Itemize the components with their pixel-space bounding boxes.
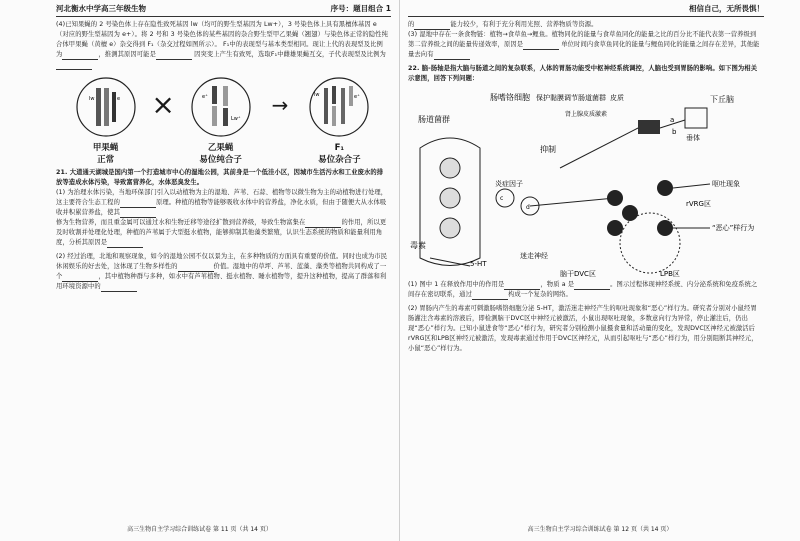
label-d: d [526,204,530,211]
answer-blank[interactable] [178,264,214,272]
chromosome-figure [56,76,389,166]
label-gut-cells: 肠嗜铬细胞 [490,93,530,102]
q22-part1: (1) 图中 1 在释放作用中的作用是 ，物质 a 是 。图示过程体现神经系统、内分泌系统和免疫系统之间存在密切联系，通过 构成一个复杂的网络。 [408,281,758,298]
label-inflam: 炎症因子 [495,180,523,188]
label-inhibit: 抑制 [540,145,556,154]
label-lpb: LPB区 [660,270,680,278]
svg-text:Lw⁺: Lw⁺ [230,116,241,122]
q22-part2: (2) 胃肠内产生的毒素可刺激肠嗜铬细胞分泌 5-HT，激活迷走神经产生的呕吐现象和“恶心”样行为。研究者分别对小鼠经胃肠灌注含毒素的溶液后，即检测脑干DVC区中神经元被激活，小鼠出现呕吐现象，多数意向行为异常，停止灌注后，仍出现“恶心”样行为。已知小鼠进食等“恶心”样行为，研究者分别检测小鼠摄食量和活动量的变化，发现DVC区神经元被激活后rVRG区和LPB区神经元被激活，发现毒素通过作用于DVC区神经元，从而引起呕吐与“恶心”样行为，用分别阻断其神经元，小鼠“恶心”样行为。 [408,305,758,352]
svg-text:e: e [116,96,120,102]
cell-diagram-homozygous [190,76,252,138]
svg-text:e⁺: e⁺ [354,94,361,100]
answer-blank[interactable] [120,210,156,218]
label-a: a [670,116,675,124]
fly1-type: 正常 [97,155,115,165]
fly2-type: 易位纯合子 [199,155,242,165]
answer-blank[interactable] [574,282,610,290]
cell-diagram-heterozygous [308,76,370,138]
label-rvrg: rVRG区 [686,200,711,208]
label-gut-bacteria: 肠道菌群 [418,115,450,124]
arrow-symbol: → [271,93,289,117]
left-header [56,0,391,17]
q21-part1: (1) 为治理水体污染，当地环保部门引入以动植物为主的湿地、芦苇、石蒜、植物等以微生物为主的动植物进行处理，这主要符合生态工程的 原理。种植的植物等能够吸收水体中的营养盐，净化水质，但由于随便大从水体吸收并积累营养盐，使其 [56,189,388,216]
fly-heterozygous [294,76,385,166]
answer-blank[interactable] [434,52,470,60]
label-barrier: 保护黏膜调节肠道菌群 [536,94,606,102]
label-c: c [500,195,504,202]
right-page [400,0,800,541]
fly-normal [60,76,151,166]
left-header-school: 河北衡水中学高三年级生物 [56,3,146,13]
label-dvc: 脑干DVC区 [560,270,596,278]
answer-blank[interactable] [62,52,98,60]
left-content [56,20,389,292]
answer-blank[interactable] [62,274,98,282]
svg-text:e⁺: e⁺ [201,94,208,100]
answer-blank[interactable] [120,200,156,208]
answer-blank[interactable] [305,220,341,228]
left-header-serial: 序号：题目组合 1 [330,3,391,13]
answer-blank[interactable] [56,62,92,70]
label-nausea: “恶心”样行为 [712,224,755,232]
right-footer: 高三生物自主学习综合训练试卷 第 12 页（共 14 页） [527,526,673,533]
answer-blank[interactable] [156,52,192,60]
answer-blank[interactable] [504,282,540,290]
answer-blank[interactable] [523,42,559,50]
label-hypothalamus: 下丘脑 [710,95,734,104]
answer-blank[interactable] [101,284,137,292]
label-5ht: 5-HT [470,260,487,268]
q21-part3: (3) 湿地中存在一条食物链：植物→食草鱼→鲤鱼。植物同化的能量与食草鱼同化的能量之比的百分比不能代表第一营养级到第二营养级之间的能量传递效率，原因是 单位时间内食草鱼同化的能量与鲤鱼同化的能量之间存在差异，其他能量去向有 [408,31,760,58]
q21-cont: 的 能力较少，有利于充分利用光照、营养物质等资源。 [408,21,598,28]
fly3-type: 易位杂合子 [318,155,361,165]
right-content [408,20,762,354]
q22-title: 22. 脑-肠轴是指大脑与肠道之间的复杂联系，人体的胃肠功能受中枢神经系统调控，人脑也受到胃肠的影响。如下图为相关示意图，回答下列问题： [408,65,758,82]
q21-part2: (2) 经过治理，北地和观察现象，如今的湿地公园不仅以景为主，在多种物质的方面具有重要的价值。同时也成为市民休闲娱乐的好去处，这体现了生物多样性的 价值。湿地中的草坪、芦苇、蓝藻、藻类等植物共同构成了一个 ，其中植物种群与多种，如水中有芦苇植物、挺水植物、睡水植物等，提升这种植物，提高了群落和利用环境资源中的 [56,253,388,290]
left-footer: 高三生物自主学习综合训练试卷 第 11 页（共 14 页） [127,526,272,533]
fly3-name: F₁ [334,143,345,153]
label-vomit: 呕吐现象 [712,180,740,188]
fly2-name: 乙果蝇 [207,143,234,153]
label-cortex: 皮质 [610,94,624,102]
cell-diagram-normal [75,76,137,138]
svg-text:lw: lw [314,92,320,98]
svg-text:lw: lw [88,96,95,102]
q21-title: 21. 大道通天湖城是国内第一个打造城市中心的湿地公园，其前身是一个低洼小区，因城市生活污水和工业废水的排放等造成水体污染，导致富营养化，水体恶臭发生。 [56,169,384,186]
label-toxin: 毒素 [410,241,426,250]
q20-part4: (4)已知果蝇的 2 号染色体上存在隐性致死基因 lw（均可的野生型基因为 Lw+），3 号染色体上具有黑檀体基因 e（对应的野生型基因为 e+）。将 2 号和 3 号染色体的某些基因的杂合野生型甲乙果蝇（翘翅）与染色体正常的隐性纯合体甲果蝇（黄檀 e）杂交得到 F₁（杂交过程如图所示）。 F₁中的表现型与基本类型相同。现让上代的表现型及比例为 ，推测其原因可能是 因突变上产生有致死，选取F₁中雌雄果蝇互交，子代表现型及比例为 [56,20,389,70]
label-vagus: 迷走神经 [520,252,548,260]
fly-homozygous [175,76,266,166]
cross-symbol: × [151,88,175,121]
right-header [408,0,764,17]
right-header-motto: 相信自己，无所畏惧！ [689,3,764,13]
label-b: b [672,128,677,136]
gut-brain-svg [408,88,762,278]
answer-blank[interactable] [472,292,508,300]
gut-brain-diagram [408,88,762,278]
fly1-name: 甲果蝇 [92,143,119,153]
label-pituitary: 垂体 [686,134,700,142]
answer-blank[interactable] [414,22,450,30]
q21-part1-cont: 修为生物营养，而且重金属可以通过水和生物迁移等途径扩散到营养级，导致生物富集在 的作用，所以更及时收割并处理化处理，种植的芦苇属于大型挺水植物，能够抑制其他藻类繁殖，认识生态系统的物质和能量利用角度，分析其原因是 [56,219,387,246]
label-adrenal: 肾上腺皮质激素 [565,111,608,118]
answer-blank[interactable] [107,240,143,248]
